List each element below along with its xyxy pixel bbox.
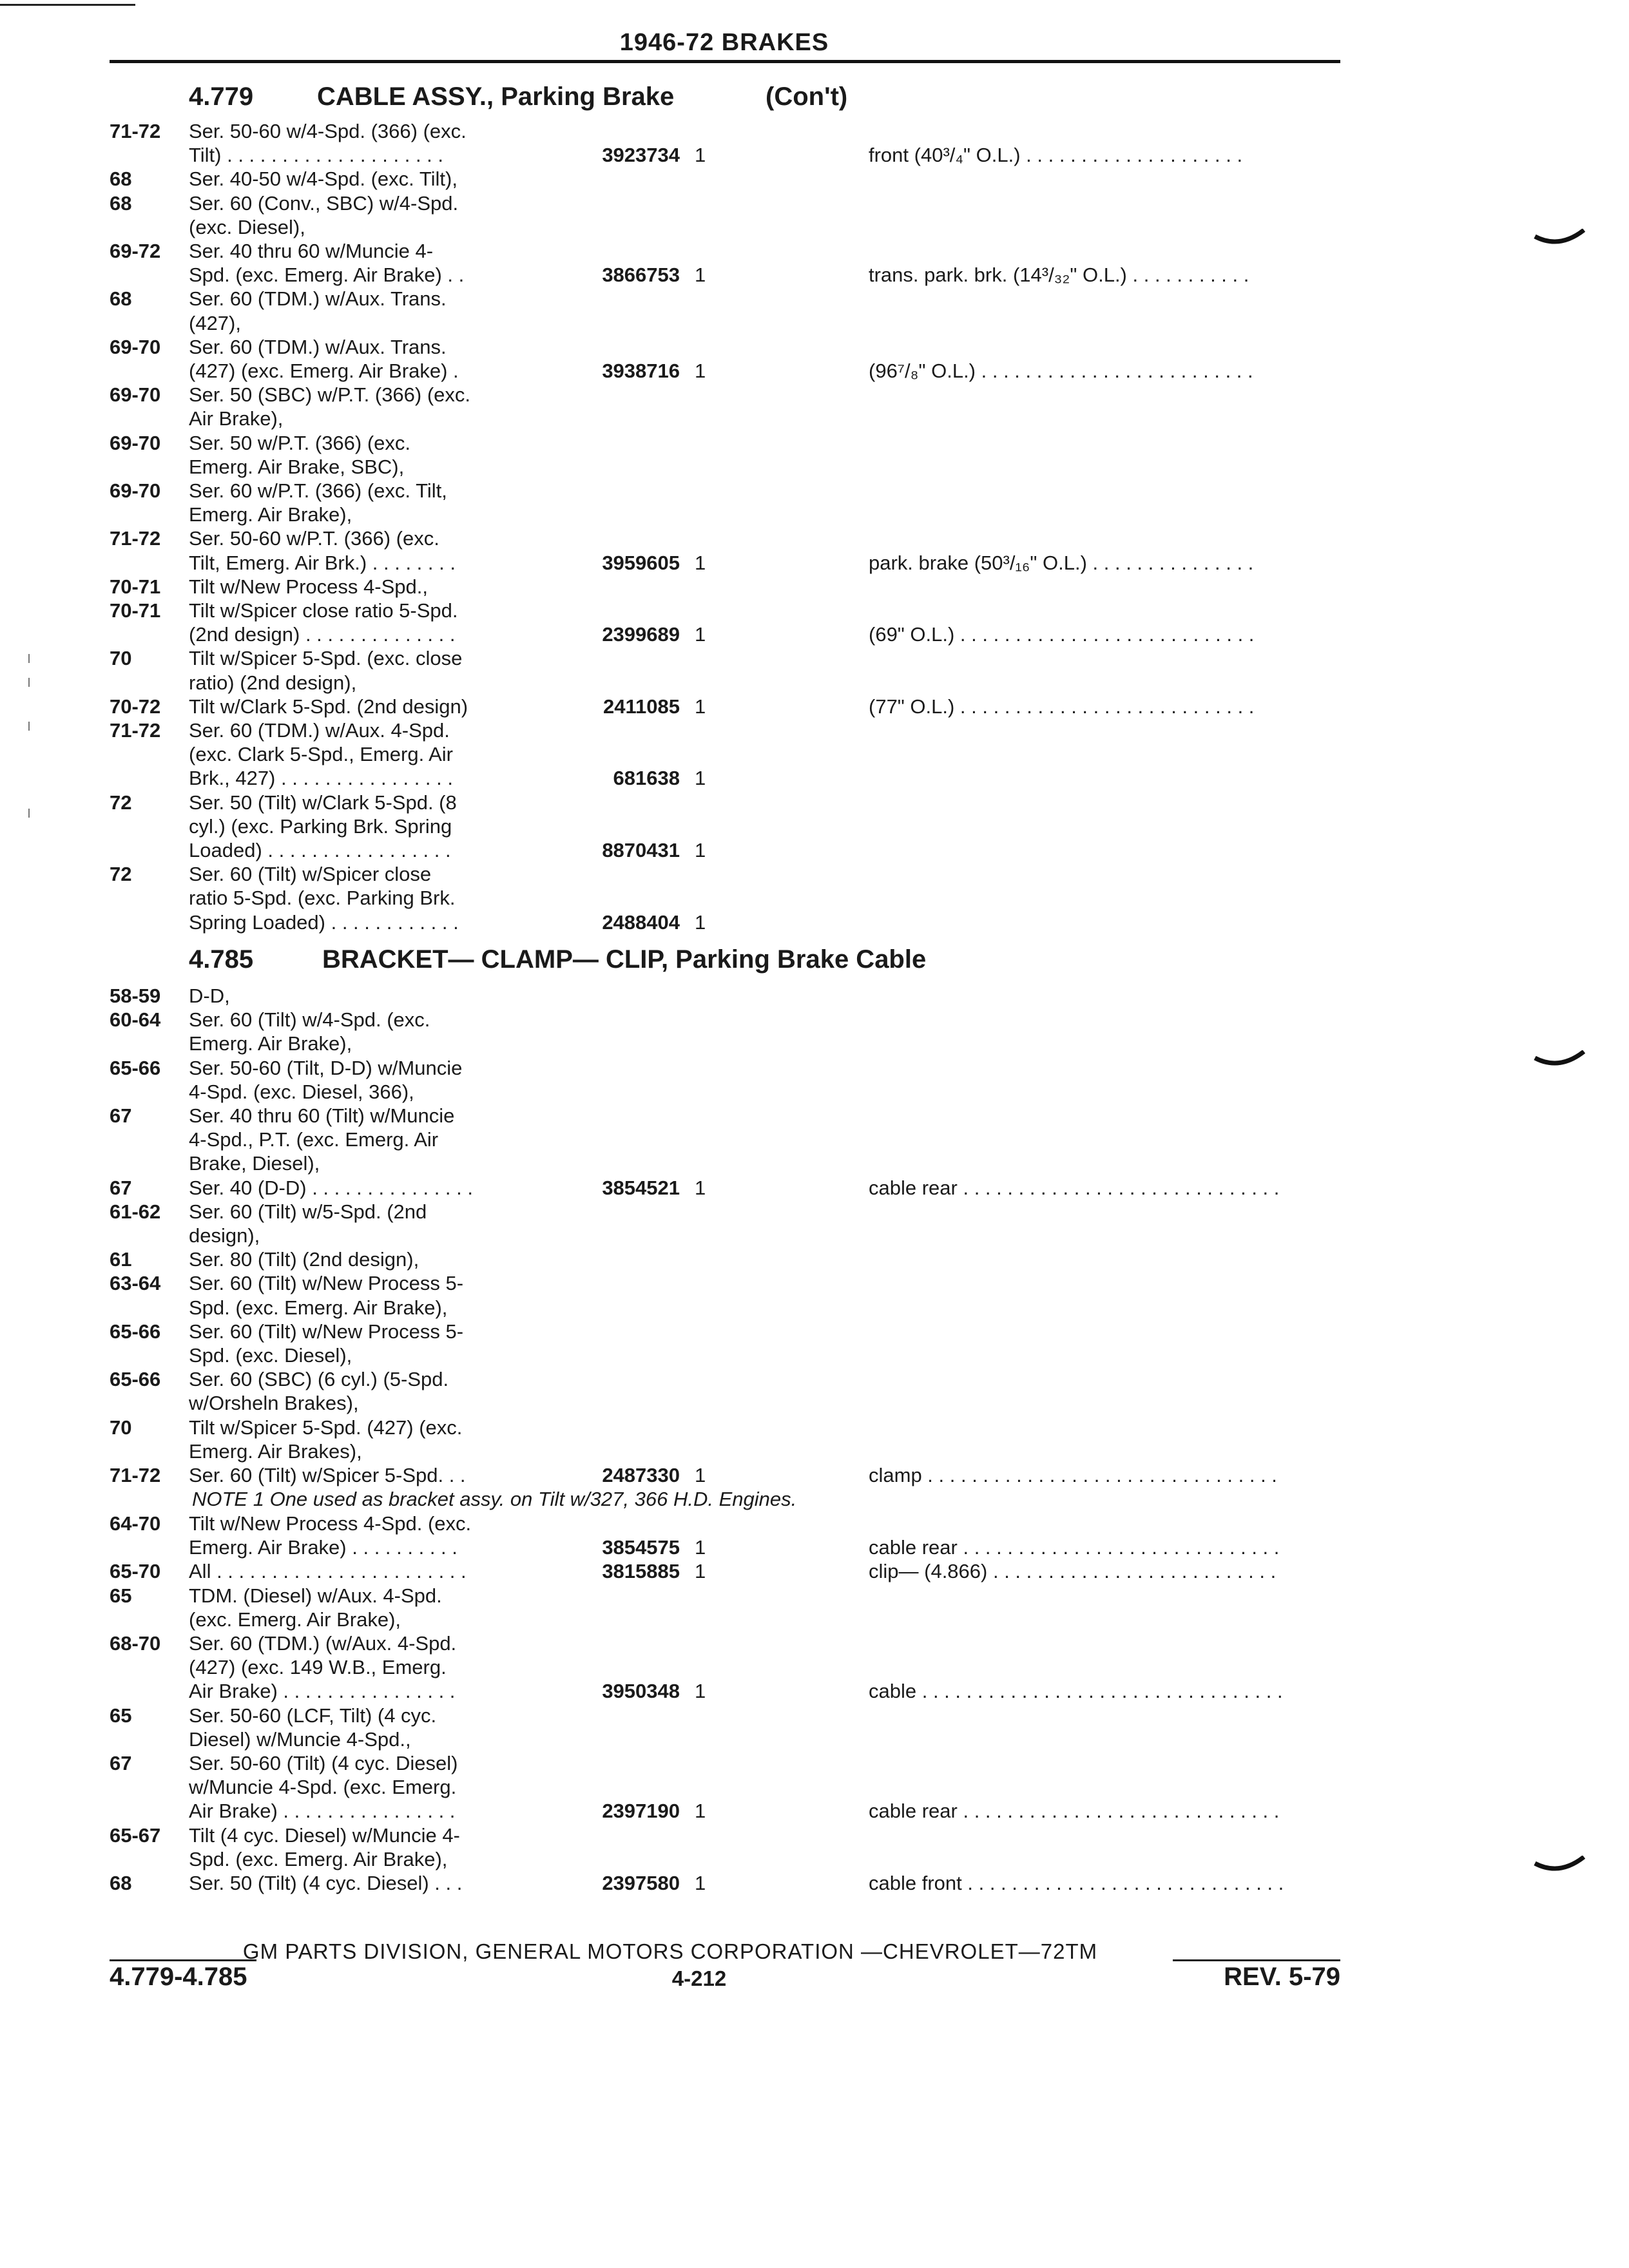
- catalog-row: [110, 1584, 1344, 1608]
- row-description: Emerg. Air Brake),: [189, 1032, 352, 1055]
- row-part-number: 8870431: [602, 839, 680, 861]
- catalog-row: [110, 287, 1344, 311]
- row-year: 71-72: [110, 120, 161, 142]
- row-description: ratio) (2nd design),: [189, 671, 357, 694]
- row-description: Air Brake) . . . . . . . . . . . . . . . .: [189, 1680, 456, 1703]
- catalog-row: [110, 599, 1344, 623]
- row-description: (427) (exc. Emerg. Air Brake) .: [189, 360, 459, 382]
- row-description: Tilt w/Clark 5-Spd. (2nd design): [189, 695, 468, 718]
- footer-page-number: 4-212: [671, 1966, 727, 1990]
- row-description: Ser. 50-60 (LCF, Tilt) (4 cyc.: [189, 1704, 437, 1727]
- row-description: (exc. Emerg. Air Brake),: [189, 1608, 401, 1631]
- row-part-description: cable rear . . . . . . . . . . . . . . . . . . . . . . . . . . . . .: [869, 1536, 1280, 1559]
- catalog-row: [110, 407, 1344, 431]
- row-description: Ser. 60 (TDM.) w/Aux. Trans.: [189, 335, 447, 358]
- row-year: 65-66: [110, 1368, 161, 1391]
- row-description: D-D,: [189, 985, 230, 1007]
- row-year: 65-66: [110, 1056, 161, 1079]
- catalog-row: [110, 1367, 1344, 1392]
- catalog-row: [110, 1871, 1344, 1896]
- catalog-row: [110, 311, 1344, 336]
- margin-tick: [28, 654, 30, 663]
- catalog-row: [110, 1823, 1344, 1848]
- row-part-number: 3854521: [602, 1176, 680, 1199]
- catalog-row: [110, 718, 1344, 743]
- row-description: Spd. (exc. Emerg. Air Brake) . .: [189, 264, 465, 287]
- catalog-row: [110, 862, 1344, 887]
- catalog-row: [110, 814, 1344, 839]
- catalog-row: [110, 263, 1344, 287]
- footer-range: 4.779-4.785: [110, 1963, 247, 1991]
- row-year: 63-64: [110, 1272, 161, 1295]
- row-year: 61-62: [110, 1200, 161, 1223]
- row-part-number: 3950348: [602, 1680, 680, 1703]
- catalog-row: [110, 503, 1344, 527]
- catalog-row: [110, 1104, 1344, 1128]
- row-description: (2nd design) . . . . . . . . . . . . . .: [189, 623, 456, 646]
- catalog-row: [110, 1608, 1344, 1632]
- catalog-row: [110, 1775, 1344, 1800]
- row-quantity: 1: [695, 264, 706, 287]
- row-quantity: 1: [695, 1680, 706, 1703]
- section-4785-title: BRACKET— CLAMP— CLIP, Parking Brake Cable: [322, 945, 927, 974]
- row-part-number: 3923734: [602, 144, 680, 167]
- row-year: 71-72: [110, 527, 161, 550]
- footer-division: GM PARTS DIVISION, GENERAL MOTORS CORPORATION —CHEVROLET—72TM: [242, 1939, 1098, 1963]
- catalog-row: [110, 1799, 1344, 1823]
- section-note: NOTE 1 One used as bracket assy. on Tilt w/327, 366 H.D. Engines.: [192, 1488, 797, 1510]
- row-description: Ser. 60 (Tilt) w/5-Spd. (2nd: [189, 1200, 427, 1223]
- row-year: 65-70: [110, 1560, 161, 1583]
- row-description: Tilt w/Spicer close ratio 5-Spd.: [189, 599, 458, 622]
- row-year: 70-71: [110, 599, 161, 622]
- catalog-row: [110, 910, 1344, 935]
- row-year: 64-70: [110, 1512, 161, 1535]
- row-part-description: clip— (4.866) . . . . . . . . . . . . . . . . . . . . . . . . . .: [869, 1560, 1277, 1583]
- row-description: Ser. 50 (Tilt) w/Clark 5-Spd. (8: [189, 791, 457, 814]
- header-rule: [110, 60, 1340, 63]
- row-year: 69-70: [110, 335, 161, 358]
- row-description: Emerg. Air Brake) . . . . . . . . . .: [189, 1536, 458, 1559]
- row-year: 68: [110, 1872, 132, 1894]
- row-description: Ser. 40 thru 60 w/Muncie 4-: [189, 240, 434, 262]
- row-year: 67: [110, 1104, 132, 1127]
- row-part-number: 2399689: [602, 623, 680, 646]
- row-quantity: 1: [695, 551, 706, 574]
- catalog-row: [110, 1224, 1344, 1248]
- row-description: Tilt w/New Process 4-Spd. (exc.: [189, 1512, 472, 1535]
- row-year: 68: [110, 191, 132, 215]
- section-4785-number: 4.785: [189, 945, 254, 974]
- catalog-row: [110, 1439, 1344, 1464]
- row-description: Spring Loaded) . . . . . . . . . . . .: [189, 910, 459, 934]
- catalog-row: [110, 1056, 1344, 1081]
- catalog-row: [110, 671, 1344, 695]
- row-description: Ser. 60 (TDM.) w/Aux. Trans.: [189, 287, 447, 311]
- row-year: 72: [110, 863, 132, 886]
- row-description: Ser. 60 w/P.T. (366) (exc. Tilt,: [189, 479, 447, 502]
- catalog-row: [110, 431, 1344, 456]
- row-quantity: 1: [695, 623, 706, 646]
- row-part-description: (69" O.L.) . . . . . . . . . . . . . . . . . . . . . . . . . . .: [869, 623, 1255, 646]
- row-description: Ser. 80 (Tilt) (2nd design),: [189, 1248, 419, 1271]
- row-description: Ser. 50-60 (Tilt) (4 cyc. Diesel): [189, 1752, 458, 1774]
- row-year: 68-70: [110, 1632, 161, 1655]
- catalog-row: [110, 1271, 1344, 1296]
- row-description: Diesel) w/Muncie 4-Spd.,: [189, 1727, 411, 1751]
- row-year: 70: [110, 1416, 132, 1439]
- row-description: (exc. Clark 5-Spd., Emerg. Air: [189, 743, 454, 766]
- row-description: Spd. (exc. Emerg. Air Brake),: [189, 1847, 448, 1870]
- row-year: 69-72: [110, 240, 161, 262]
- row-description: Ser. 50 (Tilt) (4 cyc. Diesel) . . .: [189, 1872, 463, 1894]
- section-4779-number: 4.779: [189, 82, 254, 111]
- catalog-row: [110, 1631, 1344, 1656]
- row-part-description: (77" O.L.) . . . . . . . . . . . . . . . . . . . . . . . . . . .: [869, 695, 1255, 718]
- row-part-number: 2397190: [602, 1800, 680, 1823]
- catalog-row: [110, 1176, 1344, 1200]
- catalog-row: [110, 622, 1344, 647]
- row-description: (427),: [189, 311, 241, 334]
- row-year: 67: [110, 1752, 132, 1774]
- row-description: Ser. 60 (Tilt) w/New Process 5-: [189, 1320, 464, 1343]
- catalog-row: [110, 766, 1344, 791]
- row-part-number: 3815885: [602, 1560, 680, 1583]
- top-edge-line: [0, 4, 135, 6]
- row-year: 69-70: [110, 479, 161, 502]
- row-quantity: 1: [695, 910, 706, 934]
- row-year: 72: [110, 791, 132, 814]
- row-quantity: 1: [695, 1800, 706, 1823]
- row-part-description: cable . . . . . . . . . . . . . . . . . . . . . . . . . . . . . . . . .: [869, 1680, 1283, 1703]
- row-part-number: 3938716: [602, 360, 680, 382]
- row-part-description: clamp . . . . . . . . . . . . . . . . . . . . . . . . . . . . . . . .: [869, 1464, 1277, 1486]
- row-year: 68: [110, 168, 132, 191]
- catalog-row: [110, 646, 1344, 671]
- row-description: design),: [189, 1224, 260, 1247]
- row-description: Ser. 60 (TDM.) w/Aux. 4-Spd.: [189, 719, 450, 742]
- page-title: 1946-72 BRAKES: [619, 29, 829, 56]
- row-year: 70-72: [110, 695, 161, 718]
- row-part-description: trans. park. brk. (14³/₃₂" O.L.) . . . . . . . . . . .: [869, 264, 1249, 287]
- row-year: 61: [110, 1248, 132, 1271]
- row-description: Tilt w/Spicer 5-Spd. (427) (exc.: [189, 1416, 463, 1439]
- catalog-row: [110, 1320, 1344, 1344]
- catalog-row: [110, 383, 1344, 407]
- row-description: Brk., 427) . . . . . . . . . . . . . . . .: [189, 767, 453, 790]
- row-part-number: 681638: [613, 767, 680, 790]
- row-description: Ser. 60 (Tilt) w/Spicer close: [189, 863, 432, 886]
- catalog-row: [110, 167, 1344, 191]
- row-description: cyl.) (exc. Parking Brk. Spring: [189, 814, 452, 838]
- row-description: Ser. 40-50 w/4-Spd. (exc. Tilt),: [189, 168, 458, 191]
- row-description: Ser. 50-60 w/4-Spd. (366) (exc.: [189, 120, 467, 142]
- catalog-row: [110, 1512, 1344, 1536]
- catalog-row: [110, 886, 1344, 910]
- row-quantity: 1: [695, 1176, 706, 1199]
- row-part-description: cable front . . . . . . . . . . . . . . . . . . . . . . . . . . . . .: [869, 1872, 1284, 1894]
- catalog-row: [110, 984, 1344, 1008]
- binder-mark-3: [1534, 1856, 1585, 1881]
- catalog-row: [110, 1151, 1344, 1176]
- row-part-number: 2487330: [602, 1464, 680, 1486]
- catalog-row: [110, 791, 1344, 815]
- row-description: Spd. (exc. Emerg. Air Brake),: [189, 1296, 448, 1319]
- footer-revision: REV. 5-79: [1224, 1963, 1340, 1991]
- row-description: Loaded) . . . . . . . . . . . . . . . . .: [189, 839, 451, 861]
- row-quantity: 1: [695, 839, 706, 861]
- row-description: Emerg. Air Brakes),: [189, 1439, 362, 1463]
- row-description: Ser. 60 (TDM.) (w/Aux. 4-Spd.: [189, 1632, 457, 1655]
- catalog-row: [110, 1416, 1344, 1440]
- row-description: Brake, Diesel),: [189, 1152, 320, 1175]
- row-description: Emerg. Air Brake, SBC),: [189, 455, 405, 478]
- row-quantity: 1: [695, 1872, 706, 1894]
- catalog-row: [110, 1080, 1344, 1104]
- row-year: 71-72: [110, 719, 161, 742]
- catalog-row: [110, 1704, 1344, 1728]
- margin-tick: [28, 722, 30, 731]
- row-year: 71-72: [110, 1464, 161, 1486]
- row-description: 4-Spd., P.T. (exc. Emerg. Air: [189, 1128, 439, 1151]
- row-description: Tilt, Emerg. Air Brk.) . . . . . . . .: [189, 551, 456, 574]
- row-description: Ser. 50-60 (Tilt, D-D) w/Muncie: [189, 1056, 463, 1079]
- row-part-description: cable rear . . . . . . . . . . . . . . . . . . . . . . . . . . . . .: [869, 1176, 1280, 1199]
- catalog-row: [110, 1679, 1344, 1704]
- row-description: Emerg. Air Brake),: [189, 503, 352, 526]
- catalog-row: [110, 1200, 1344, 1224]
- catalog-row: [110, 191, 1344, 216]
- catalog-row: [110, 1559, 1344, 1584]
- row-year: 58-59: [110, 985, 161, 1007]
- row-description: Air Brake),: [189, 407, 284, 430]
- catalog-row: [110, 359, 1344, 383]
- row-description: TDM. (Diesel) w/Aux. 4-Spd.: [189, 1584, 442, 1607]
- catalog-row: [110, 1343, 1344, 1368]
- row-part-description: cable rear . . . . . . . . . . . . . . . . . . . . . . . . . . . . .: [869, 1800, 1280, 1823]
- row-description: Tilt w/Spicer 5-Spd. (exc. close: [189, 647, 463, 670]
- row-year: 65: [110, 1584, 132, 1607]
- binder-mark-1: [1534, 229, 1585, 255]
- row-description: All . . . . . . . . . . . . . . . . . . . . . . .: [189, 1560, 467, 1583]
- catalog-row: [110, 1847, 1344, 1872]
- catalog-row: [110, 335, 1344, 360]
- section-4779-suffix: (Con't): [766, 82, 848, 111]
- row-description: Ser. 60 (Conv., SBC) w/4-Spd.: [189, 191, 459, 215]
- row-part-description: front (40³/₄" O.L.) . . . . . . . . . . . . . . . . . . . .: [869, 144, 1243, 167]
- catalog-row: [110, 1655, 1344, 1680]
- catalog-row: [110, 239, 1344, 264]
- row-description: Ser. 60 (Tilt) w/New Process 5-: [189, 1272, 464, 1295]
- row-year: 70-71: [110, 575, 161, 598]
- row-description: Ser. 40 (D-D) . . . . . . . . . . . . . . .: [189, 1176, 473, 1199]
- catalog-row: [110, 119, 1344, 144]
- catalog-row: [110, 1391, 1344, 1416]
- row-year: 70: [110, 647, 132, 670]
- row-part-number: 3854575: [602, 1536, 680, 1559]
- row-description: Ser. 50 (SBC) w/P.T. (366) (exc.: [189, 383, 471, 407]
- row-description: Ser. 50-60 w/P.T. (366) (exc.: [189, 527, 439, 550]
- row-description: Air Brake) . . . . . . . . . . . . . . . .: [189, 1800, 456, 1823]
- binder-mark-2: [1534, 1050, 1585, 1076]
- row-year: 69-70: [110, 383, 161, 407]
- catalog-row: [110, 1296, 1344, 1320]
- catalog-row: [110, 1727, 1344, 1752]
- row-quantity: 1: [695, 1560, 706, 1583]
- row-description: w/Muncie 4-Spd. (exc. Emerg.: [189, 1776, 457, 1799]
- row-year: 67: [110, 1176, 132, 1199]
- catalog-row: [110, 143, 1344, 168]
- catalog-row: [110, 1751, 1344, 1776]
- row-part-number: 2411085: [603, 695, 680, 718]
- row-description: Ser. 60 (Tilt) w/4-Spd. (exc.: [189, 1008, 430, 1032]
- catalog-row: [110, 742, 1344, 767]
- row-year: 65-67: [110, 1823, 161, 1847]
- catalog-row: [110, 1535, 1344, 1560]
- row-quantity: 1: [695, 144, 706, 167]
- catalog-row: [110, 1463, 1344, 1488]
- row-description: ratio 5-Spd. (exc. Parking Brk.: [189, 887, 456, 910]
- catalog-row: [110, 838, 1344, 863]
- row-year: 65-66: [110, 1320, 161, 1343]
- section-4779-title: CABLE ASSY., Parking Brake: [317, 82, 675, 111]
- catalog-row: [110, 455, 1344, 479]
- margin-tick: [28, 809, 30, 818]
- catalog-row: [110, 1032, 1344, 1056]
- row-description: w/Orsheln Brakes),: [189, 1392, 359, 1415]
- row-part-description: park. brake (50³/₁₆" O.L.) . . . . . . . . . . . . . . .: [869, 551, 1254, 574]
- row-description: Ser. 40 thru 60 (Tilt) w/Muncie: [189, 1104, 455, 1127]
- catalog-row: [110, 1008, 1344, 1032]
- row-description: 4-Spd. (exc. Diesel, 366),: [189, 1080, 414, 1103]
- catalog-row: [110, 479, 1344, 503]
- catalog-row: [110, 526, 1344, 551]
- catalog-row: [110, 551, 1344, 575]
- row-description: Tilt) . . . . . . . . . . . . . . . . . . . .: [189, 144, 444, 167]
- row-year: 69-70: [110, 431, 161, 454]
- row-description: Ser. 60 (SBC) (6 cyl.) (5-Spd.: [189, 1368, 449, 1391]
- row-description: Ser. 60 (Tilt) w/Spicer 5-Spd. . .: [189, 1464, 466, 1486]
- margin-tick: [28, 678, 30, 687]
- row-description: (427) (exc. 149 W.B., Emerg.: [189, 1656, 447, 1679]
- catalog-row: [110, 575, 1344, 599]
- row-quantity: 1: [695, 695, 706, 718]
- row-part-number: 2488404: [602, 910, 680, 934]
- catalog-row: [110, 695, 1344, 719]
- row-description: Spd. (exc. Diesel),: [189, 1344, 352, 1367]
- row-part-description: (96⁷/₈" O.L.) . . . . . . . . . . . . . . . . . . . . . . . . .: [869, 360, 1253, 382]
- row-description: Tilt w/New Process 4-Spd.,: [189, 575, 428, 598]
- row-description: Tilt (4 cyc. Diesel) w/Muncie 4-: [189, 1823, 460, 1847]
- row-part-number: 3866753: [602, 264, 680, 287]
- catalog-row: [110, 1128, 1344, 1152]
- row-year: 65: [110, 1704, 132, 1727]
- row-quantity: 1: [695, 1536, 706, 1559]
- row-year: 68: [110, 287, 132, 311]
- catalog-row: [110, 215, 1344, 240]
- row-year: 60-64: [110, 1008, 161, 1032]
- row-quantity: 1: [695, 767, 706, 790]
- row-description: (exc. Diesel),: [189, 215, 305, 238]
- row-quantity: 1: [695, 360, 706, 382]
- row-part-number: 2397580: [602, 1872, 680, 1894]
- row-description: Ser. 50 w/P.T. (366) (exc.: [189, 431, 411, 454]
- row-part-number: 3959605: [602, 551, 680, 574]
- row-quantity: 1: [695, 1464, 706, 1486]
- catalog-row: [110, 1247, 1344, 1272]
